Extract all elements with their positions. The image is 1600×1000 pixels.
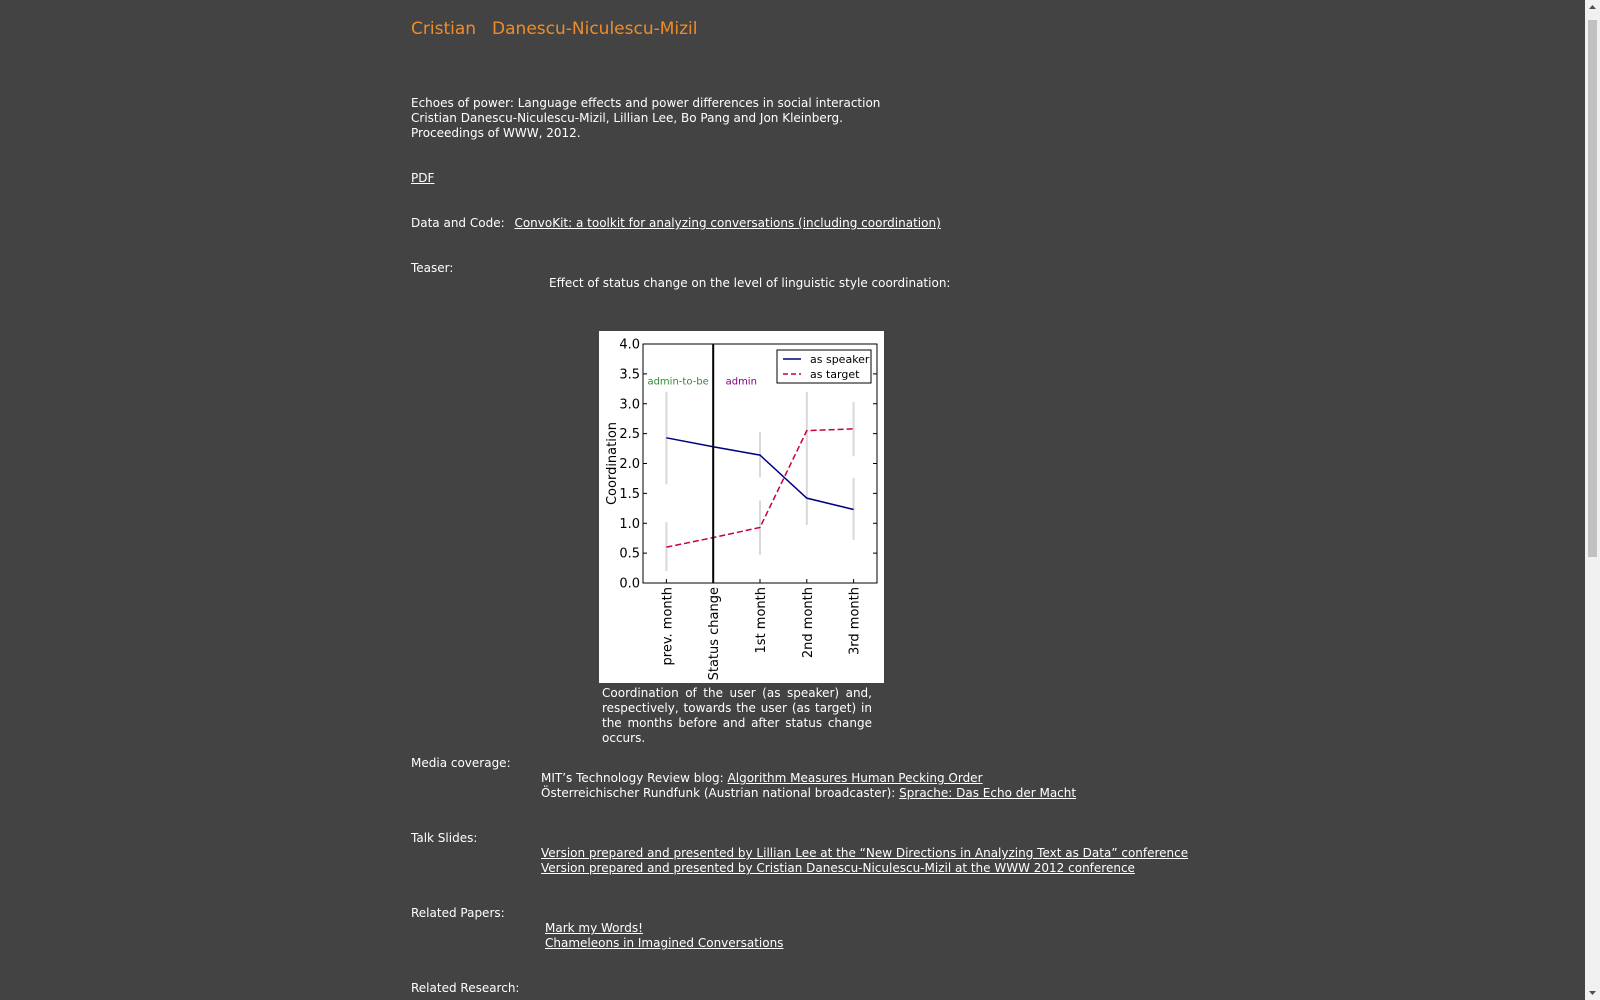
chart-svg (599, 331, 884, 683)
related-research-label: Related Research: (411, 981, 520, 995)
y-tick-label: 1.5 (619, 486, 640, 502)
media-item-prefix: MIT’s Technology Review blog: (541, 771, 728, 785)
y-tick-label: 2.5 (619, 427, 640, 443)
slides-link-danescu[interactable]: Version prepared and presented by Cristian Danescu-Niculescu-Mizil at the WWW 2012 conference (541, 861, 1135, 875)
scroll-up-arrow-icon[interactable] (1585, 0, 1600, 14)
paper-title: Echoes of power: Language effects and power differences in social interaction (411, 96, 881, 110)
teaser-label: Teaser: (411, 261, 454, 275)
media-label: Media coverage: (411, 756, 511, 770)
vertical-scrollbar[interactable] (1585, 0, 1600, 1000)
teaser-heading: Effect of status change on the level of linguistic style coordination: (549, 276, 951, 290)
legend-label: as speaker (810, 353, 870, 366)
y-tick-label: 0.0 (619, 576, 640, 592)
x-tick-label: 3rd month (847, 587, 863, 655)
scrollbar-thumb[interactable] (1588, 20, 1597, 557)
first-name: Cristian (411, 19, 477, 39)
region-label-admin: admin (725, 376, 757, 388)
last-name: Danescu-Niculescu-Mizil (492, 19, 698, 39)
related-paper-link[interactable]: Mark my Words! (545, 921, 643, 935)
y-tick-label: 3.5 (619, 367, 640, 383)
related-papers-label: Related Papers: (411, 906, 505, 920)
region-label-admin-to-be: admin-to-be (647, 376, 709, 388)
media-item-prefix: Österreichischer Rundfunk (Austrian national broadcaster): (541, 786, 900, 800)
y-tick-label: 4.0 (619, 337, 640, 353)
scroll-down-arrow-icon[interactable] (1585, 986, 1600, 1000)
slides-label: Talk Slides: (411, 831, 478, 845)
y-axis-label: Coordination (605, 421, 620, 506)
coordination-chart (599, 331, 884, 683)
y-tick-label: 0.5 (619, 546, 640, 562)
x-tick-label: prev. month (660, 587, 676, 666)
paper-venue: Proceedings of WWW, 2012. (411, 126, 581, 140)
media-item (541, 771, 983, 785)
convokit-link[interactable]: ConvoKit: a toolkit for analyzing conversations (including coordination) (514, 216, 941, 230)
y-tick-label: 3.0 (619, 397, 640, 413)
x-tick-label: Status change (707, 587, 723, 681)
data-code-row (411, 216, 941, 230)
legend-label: as target (810, 368, 860, 381)
data-code-label: Data and Code: (411, 216, 505, 230)
y-tick-label: 2.0 (619, 457, 640, 472)
x-tick-label: 2nd month (800, 587, 816, 659)
slides-link-lee[interactable]: Version prepared and presented by Lillian Lee at the “New Directions in Analyzing Text as Data” conference (541, 846, 1189, 860)
x-tick-label: 1st month (754, 587, 769, 654)
media-link-technology-review[interactable]: Algorithm Measures Human Pecking Order (727, 771, 983, 785)
author-name (411, 19, 698, 39)
media-item (541, 786, 1076, 800)
y-tick-label: 1.0 (619, 516, 640, 532)
media-link-orf[interactable]: Sprache: Das Echo der Macht (899, 786, 1077, 800)
pdf-link[interactable]: PDF (411, 171, 435, 185)
paper-authors: Cristian Danescu-Niculescu-Mizil, Lillian Lee, Bo Pang and Jon Kleinberg. (411, 111, 843, 125)
chart-caption: Coordination of the user (as speaker) and, respectively, towards the user (as target) in the months before and after status change occurs. (602, 686, 872, 745)
related-paper-link[interactable]: Chameleons in Imagined Conversations (545, 936, 784, 950)
